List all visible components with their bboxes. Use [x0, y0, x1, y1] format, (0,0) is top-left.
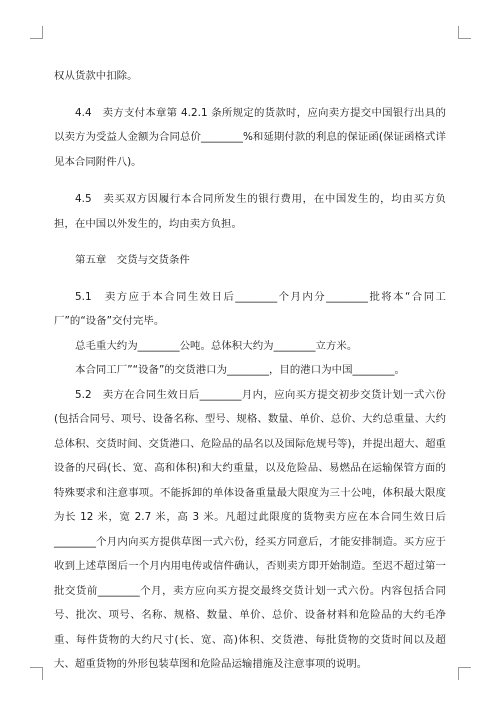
clause-4-4: 4.4 卖方支付本章第 4.2.1 条所规定的货款时，应向卖方提交中国银行出具的以卖方为受益人金额为合同总价________%和延期付款的利息的保证函(保证函格式详见本合同附件八)。	[54, 106, 446, 168]
crop-mark-top-left	[30, 26, 43, 39]
document-page	[54, 64, 446, 677]
crop-mark-top-right	[458, 26, 471, 39]
crop-mark-bottom-left	[30, 667, 43, 680]
clause-4-5: 4.5 卖买双方因履行本合同所发生的银行费用，在中国发生的，均由买方负担，在中国以外发生的，均由卖方负担。	[54, 193, 446, 230]
weight-volume-line: 总毛重大约为________公吨。总体积大约为________立方米。	[75, 339, 358, 352]
chapter-heading: 第五章 交货与交货条件	[75, 254, 190, 266]
paragraph-continuation: 权从货款中扣除。	[54, 70, 138, 82]
crop-mark-bottom-right	[458, 667, 471, 680]
port-line: 本合同工厂”“设备”的交货港口为________，目的港口为中国________。	[75, 364, 405, 376]
clause-5-1: 5.1 卖方应于本合同生效日后________个月内分________批将本“合同工厂”的“设备”交付完毕。	[54, 290, 446, 327]
clause-5-2: 5.2 卖方在合同生效日后________月内，应向买方提交初步交货计划一式六份(包括合同号、项号、设备名称、型号、规格、数量、单价、总价、大约总重量、大约总体积、交货时间、交货港口、危险品的品名以及国际危规号等)，并提出超大、超重设备的尺码(长、宽、高和体积)和大约重量，以及危险品、易燃品在运输保管方面的特殊要求和注意事项。不能拆卸的单体设备重量最大限度为三十公吨，体积最大限度为长 12 米，宽 2.7 米，高 3 米。凡超过此限度的货物卖方应在本合同生效日后________个月内向买方提供草图一式六份，经买方同意后，才能安排制造。买方应于收到上述草图后一个月内用电传或信件确认，否则卖方即开始制造。至迟不超过第一批交货前________个月，卖方应向买方提交最终交货计划一式六份。内容包括合同号、批次、项号、名称、规格、数量、单价、总价、设备材料和危险品的大约毛净重、每件货物的大约尺寸(长、宽、高)体积、交货港、每批货物的交货时间以及超大、超重货物的外形包装草图和危险品运输措施及注意事项的说明。	[54, 388, 446, 670]
